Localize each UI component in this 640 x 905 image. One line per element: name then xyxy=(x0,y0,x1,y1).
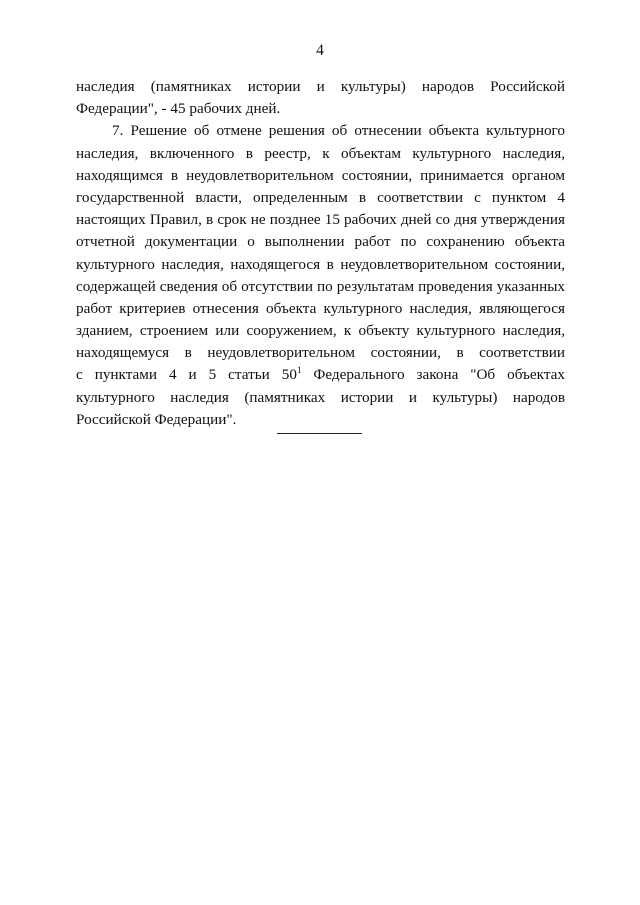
page-number: 4 xyxy=(316,42,324,59)
text-line: Российской Федерации". xyxy=(76,410,237,428)
text-line: находящемуся в неудовлетворительном состоянии, в соответствии xyxy=(76,344,565,362)
text-line: отчетной документации о выполнении работ по сохранению объекта xyxy=(76,233,565,251)
end-of-document-rule xyxy=(277,433,362,434)
text-line: наследия (памятниках истории и культуры) народов Российской xyxy=(76,78,565,95)
line-segment: Федерального закона "Об объектах xyxy=(301,366,565,384)
text-line: культурного наследия (памятниках истории и культуры) народов xyxy=(76,388,565,406)
line-segment: с пунктами 4 и 5 статьи 50 xyxy=(76,366,297,384)
text-line: содержащей сведения об отсутствии по результатам проведения указанных xyxy=(76,277,565,295)
text-line-with-superscript xyxy=(76,364,565,386)
text-line: наследия, включенного в реестр, к объектам культурного наследия, xyxy=(76,144,565,162)
text-line: работ критериев отнесения объекта культурного наследия, являющегося xyxy=(76,299,565,317)
text-line: настоящих Правил, в срок не позднее 15 рабочих дней со дня утверждения xyxy=(76,211,565,229)
paragraph-7-start: 7. Решение об отмене решения об отнесении объекта культурного xyxy=(112,122,565,140)
text-line: культурного наследия, находящегося в неудовлетворительном состоянии, xyxy=(76,255,565,273)
text-line: находящимся в неудовлетворительном состоянии, принимается органом xyxy=(76,166,565,184)
text-line: Федерации", - 45 рабочих дней. xyxy=(76,100,281,118)
text-line: государственной власти, определенным в соответствии с пунктом 4 xyxy=(76,188,565,206)
text-line: зданием, строением или сооружением, к объекту культурного наследия, xyxy=(76,322,565,340)
document-body xyxy=(76,76,565,431)
superscript: 1 xyxy=(296,365,302,376)
